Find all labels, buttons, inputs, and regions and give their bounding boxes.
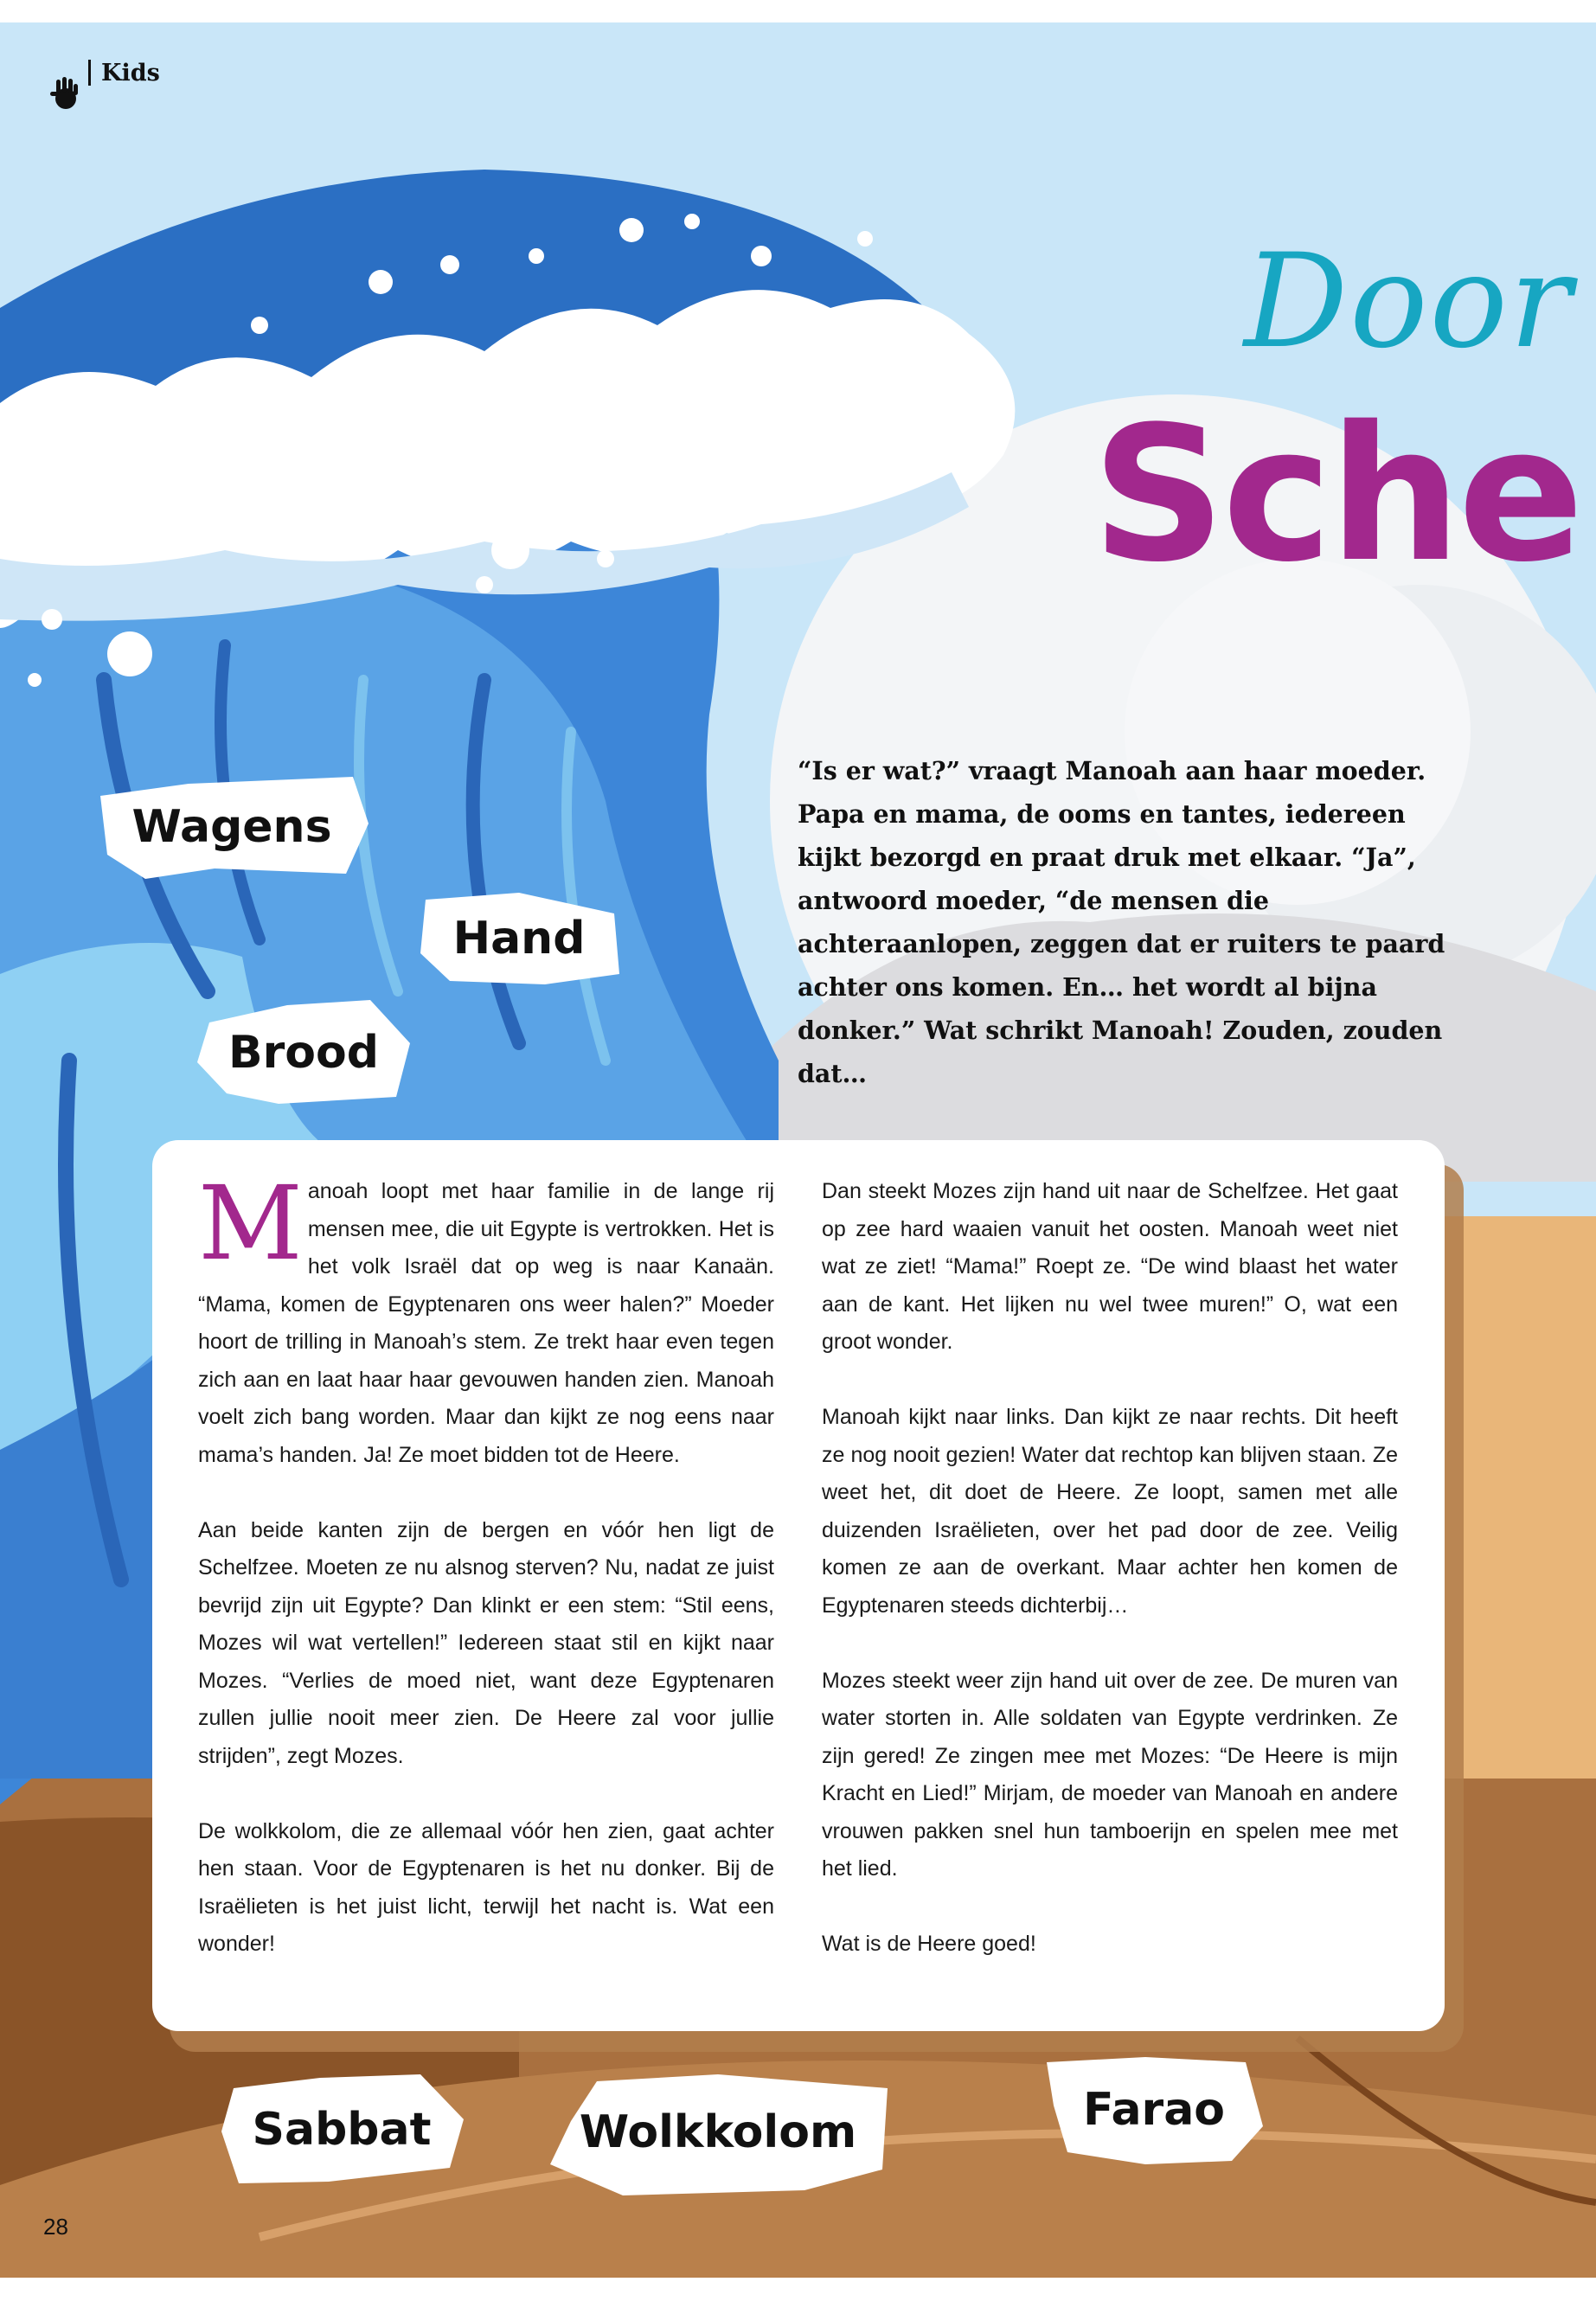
story-paragraph: Manoah loopt met haar familie in de lange rij mensen mee, die uit Egypte is vertrokken. Het is het volk Israël dat op weg is naar Kanaän. “Mama, komen de Egyptenaren ons weer halen?” Moeder hoort de trilling in Manoah’s stem. Ze trekt haar even tegen zich aan en laat haar haar gevouwen handen zien. Manoah voelt zich bang worden. Maar dan kijkt ze nog eens naar mama’s handen. Ja! Ze moet bidden tot de Heere. bbox=[198, 1163, 774, 1467]
word-tag-label: Wolkkolom bbox=[579, 2106, 857, 2158]
section-header bbox=[48, 57, 160, 88]
word-tag bbox=[415, 888, 623, 990]
story-paragraph: De wolkkolom, die ze allemaal vóór hen zien, gaat achter hen staan. Voor de Egyptenaren is het nu donker. Bij de Israëlieten is het juist licht, terwijl het nacht is. Wat een wonder! bbox=[198, 1818, 774, 1956]
word-tag bbox=[93, 772, 370, 882]
hand-icon-slot bbox=[48, 57, 78, 88]
word-tag bbox=[1042, 2054, 1266, 2166]
story-column-left bbox=[198, 1163, 774, 2001]
header-divider bbox=[88, 60, 91, 86]
word-tag-label: Farao bbox=[1082, 2084, 1226, 2136]
section-label: Kids bbox=[101, 59, 160, 87]
word-tag bbox=[216, 2071, 467, 2189]
story-paragraph: Mozes steekt weer zijn hand uit over de zee. De muren van water storten in. Alle soldaten van Egypte verdrinken. Ze zijn gered! Ze zingen mee met Mozes: “De Heere is mijn Kracht en Lied!” Mirjam, de moeder van Manoah en andere vrouwen pakken snel hun tamboerijn en spelen mee met het lied. bbox=[822, 1668, 1398, 1881]
title-line-1: Door bbox=[1244, 227, 1574, 377]
title-line-2: Sche bbox=[1092, 386, 1581, 603]
story-paragraph: Dan steekt Mozes zijn hand uit naar de Schelfzee. Het gaat op zee hard waaien vanuit het oosten. Manoah weet niet wat ze ziet! “Mama!” Roept ze. “De wind blaast het water aan de kant. Het lijken nu wel twee muren!” O, wat een groot wonder. bbox=[822, 1179, 1398, 1354]
story-paragraph: Wat is de Heere goed! bbox=[822, 1932, 1036, 1956]
word-tag-label: Wagens bbox=[131, 801, 332, 853]
story-paragraph: Manoah kijkt naar links. Dan kijkt ze naar rechts. Dit heeft ze nog nooit gezien! Water dat rechtop kan blijven staan. Ze weet het, dit doet de Heere. Ze loopt, samen met alle duizenden Israëlieten, over het pad door de zee. Veilig komen ze aan de overkant. Maar achter hen komen de Egyptenaren steeds dichterbij… bbox=[822, 1405, 1398, 1618]
drop-cap: M bbox=[198, 1163, 303, 1283]
word-tag-label: Hand bbox=[452, 913, 586, 965]
story-paragraph: Aan beide kanten zijn de bergen en vóór hen ligt de Schelfzee. Moeten ze nu alsnog sterven? Nu, nadat ze juist bevrijd zijn uit Egypte? Dan klinkt er een stem: “Stil eens, Mozes wil wat vertellen!” Iedereen staat stil en kijkt naar Mozes. “Verlies de moed niet, want deze Egyptenaren zullen jullie nooit meer zien. De Heere zal voor jullie strijden”, zegt Mozes. bbox=[198, 1517, 774, 1768]
intro-paragraph: “Is er wat?” vraagt Manoah aan haar moeder. Papa en mama, de ooms en tantes, iedereen kijkt bezorgd en praat druk met elkaar. “Ja”, antwoord moeder, “de mensen die achteraanlopen, zeggen dat er ruiters te paard achter ons komen. En… het wordt al bijna donker.” Wat schrikt Manoah! Zouden, zouden dat… bbox=[798, 756, 1445, 1088]
word-tag bbox=[192, 997, 415, 1109]
page-number: 28 bbox=[43, 2214, 68, 2240]
story-column-right bbox=[822, 1173, 1398, 2001]
word-tag-label: Brood bbox=[228, 1027, 379, 1079]
magazine-page bbox=[0, 22, 1596, 2278]
word-tag-label: Sabbat bbox=[252, 2104, 432, 2156]
word-tag bbox=[545, 2069, 891, 2195]
